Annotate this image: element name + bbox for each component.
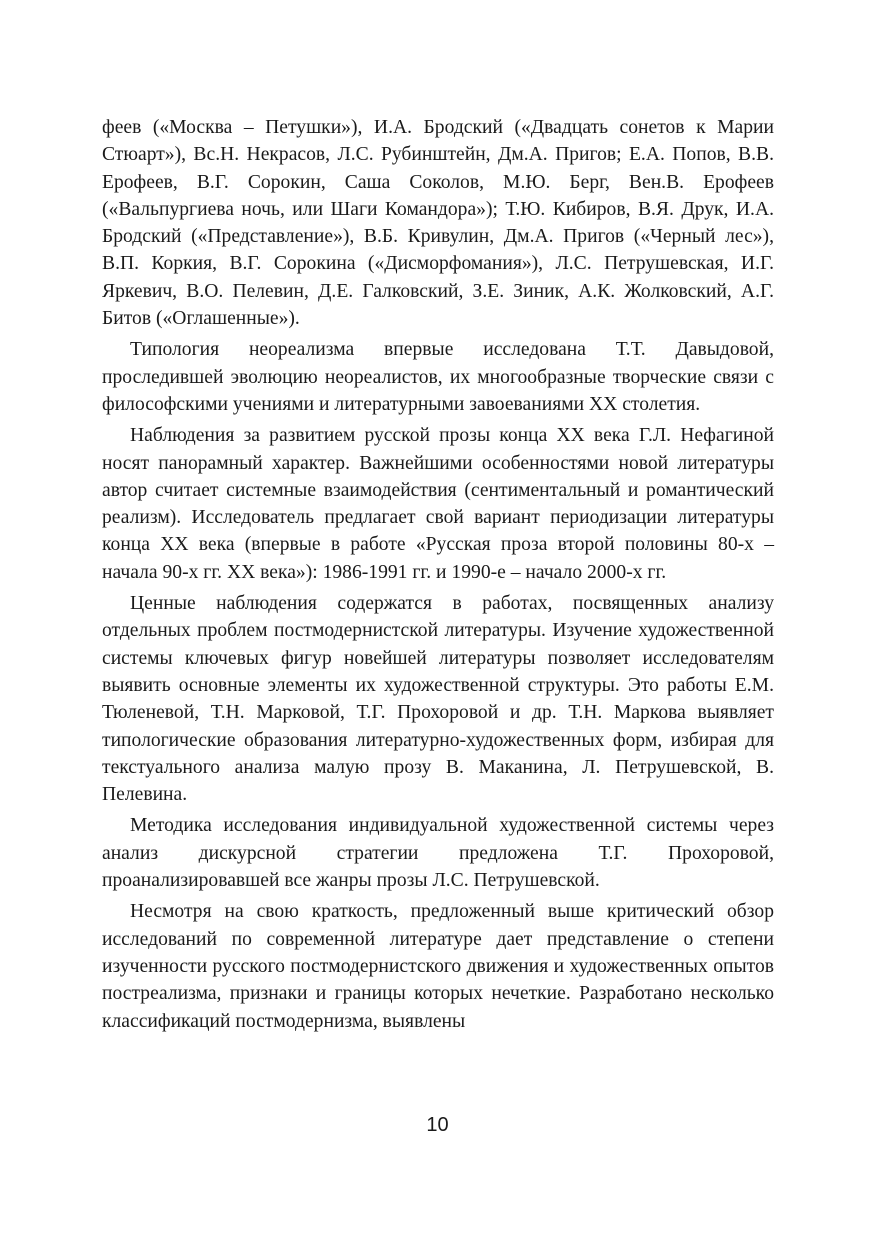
- page-number: 10: [426, 1114, 449, 1136]
- paragraph-nefagina-observations: Наблюдения за развитием русской прозы конца XX века Г.Л. Нефагиной носят панорамный характер. Важнейшими особенностями новой литературы автор считает системные взаимодействия (сентиментальный и романтический реализм). Исследователь предлагает свой вариант периодизации литературы конца XX века (впервые в работе «Русская проза второй половины 80-х – начала 90-х гг. XX века»): 1986-1991 гг. и 1990-е – начало 2000-х гг.: [102, 425, 774, 583]
- paragraph-neorealism-typology: Типология неореализма впервые исследована Т.Т. Давыдовой, проследившей эволюцию неореалистов, их многообразные творческие связи с философскими учениями и литературными завоеваниями XX столетия.: [102, 339, 774, 415]
- paragraph-methodology: Методика исследования индивидуальной художественной системы через анализ дискурсной стратегии предложена Т.Г. Прохоровой, проанализировавшей все жанры прозы Л.С. Петрушевской.: [102, 815, 774, 892]
- paragraph-conclusion: Несмотря на свою краткость, предложенный выше критический обзор исследований по современной литературе дает представление о степени изученности русского постмодернистского движения и художественных опытов постреализма, признаки и границы которых нечеткие. Разработано несколько классификаций постмодернизма, выявлены: [102, 901, 774, 1032]
- paragraph-continuation: феев («Москва – Петушки»), И.А. Бродский («Двадцать сонетов к Марии Стюарт»), Вс.Н. Некрасов, Л.С. Рубинштейн, Дм.А. Пригов; Е.А. Попов, В.В. Ерофеев, В.Г. Сорокин, Саша Соколов, М.Ю. Берг, Вен.В. Ерофеев («Вальпургиева ночь, или Шаги Командора»); Т.Ю. Кибиров, В.Я. Друк, И.А. Бродский («Представление»), В.Б. Кривулин, Дм.А. Пригов («Черный лес»), В.П. Коркия, В.Г. Сорокина («Дисморфомания»), Л.С. Петрушевская, И.Г. Яркевич, В.О. Пелевин, Д.Е. Галковский, З.Е. Зиник, А.К. Жолковский, А.Г. Битов («Оглашенные»).: [102, 117, 774, 330]
- body-text: [102, 114, 774, 1035]
- paragraph-postmodern-studies: Ценные наблюдения содержатся в работах, посвященных анализу отдельных проблем постмодернистской литературы. Изучение художественной системы ключевых фигур новейшей литературы позволяет исследователям выявить основные элементы их художественной структуры. Это работы Е.М. Тюленевой, Т.Н. Марковой, Т.Г. Прохоровой и др. Т.Н. Маркова выявляет типологические образования литературно-художественных форм, избирая для текстуального анализа малую прозу В. Маканина, Л. Петрушевской, В. Пелевина.: [102, 593, 774, 806]
